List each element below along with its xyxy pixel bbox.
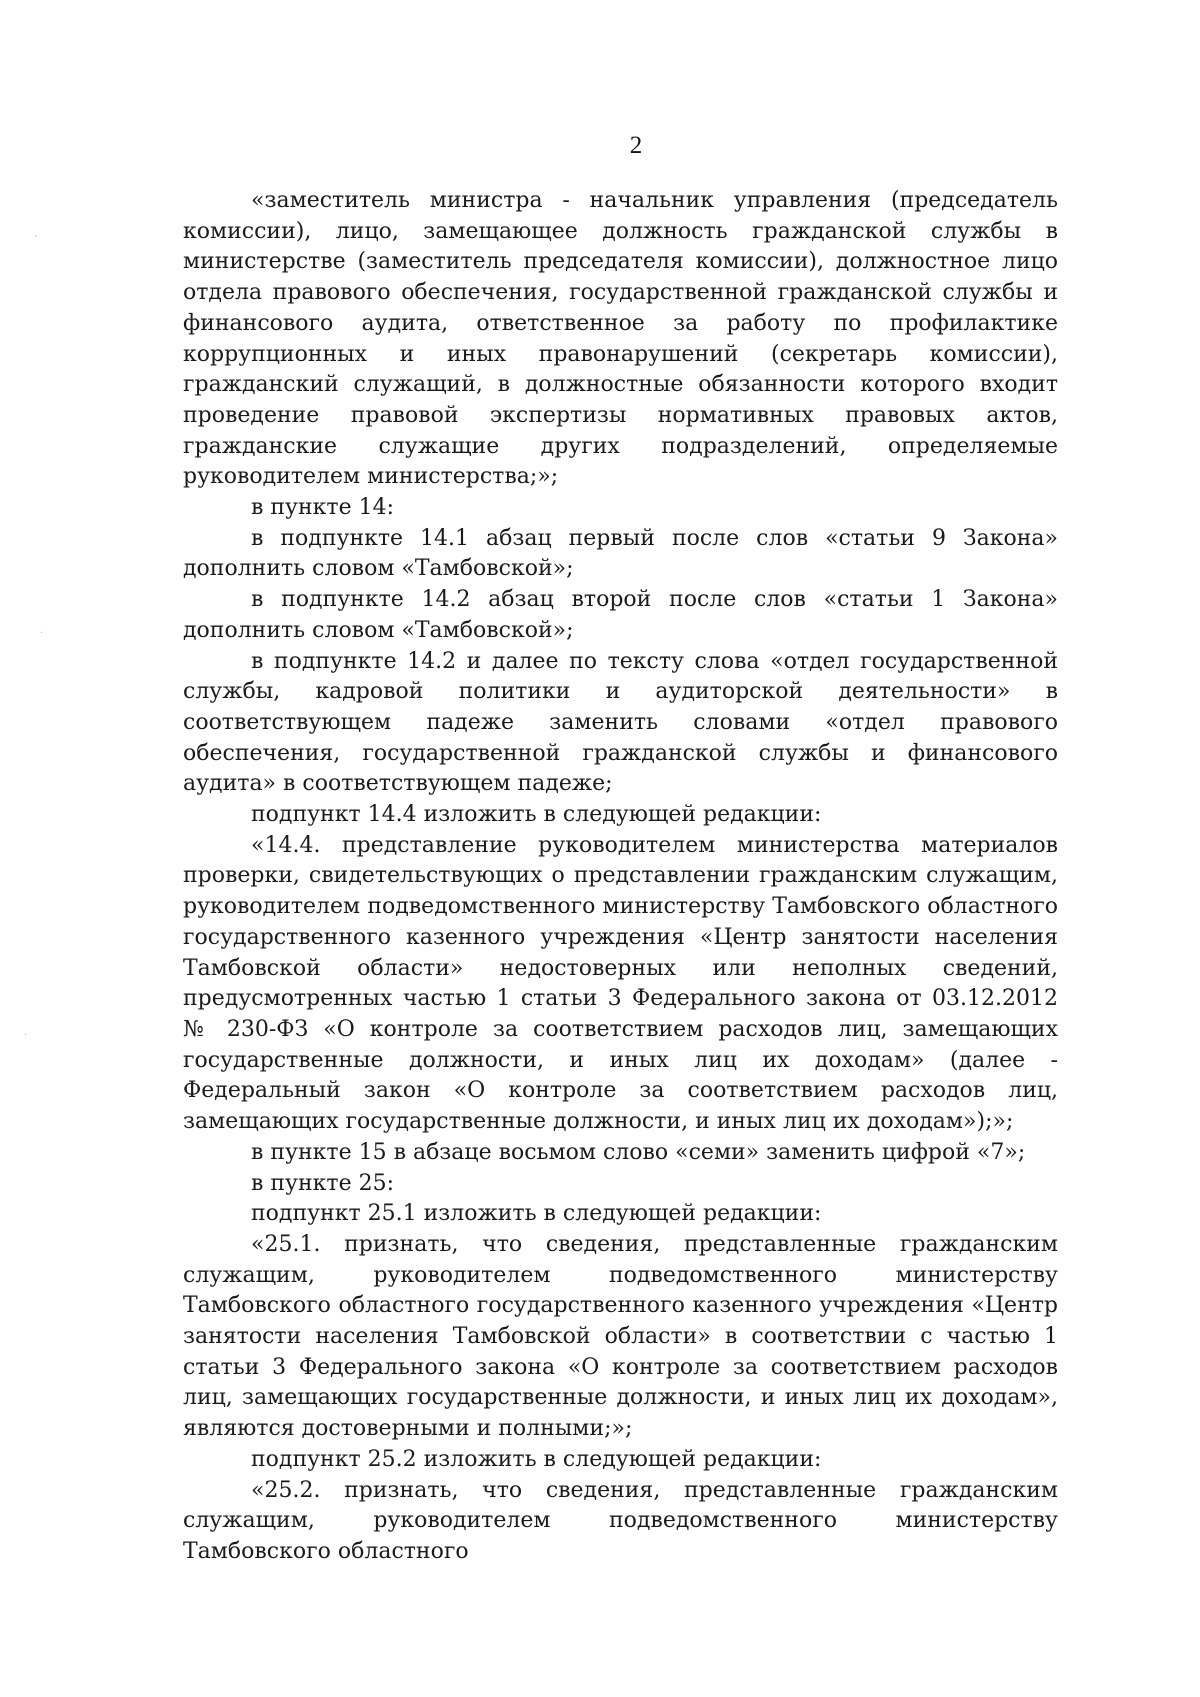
document-body — [183, 186, 1058, 1568]
paragraph-item-25: в пункте 25: — [251, 1170, 394, 1196]
paragraph-commission-composition: «заместитель министра - начальник управления (председатель комиссии), лицо, замещающее должность гражданской службы в министерстве (заместитель председателя комиссии), должностное лицо отдела правового обеспечения, государственной гражданской службы и финансового аудита, ответственное за работу по профилактике коррупционных и иных правонарушений (секретарь комиссии), гражданский служащий, в должностные обязанности которого входит проведение правовой экспертизы нормативных правовых актов, гражданские служащие других подразделений, определяемые руководителем министерства;»; — [183, 188, 1058, 490]
scan-speck: · — [24, 1030, 28, 1041]
scan-speck: · — [40, 628, 44, 639]
paragraph-item-15: в пункте 15 в абзаце восьмом слово «семи» заменить цифрой «7»; — [251, 1139, 1026, 1165]
paragraph-subitem-25-1-intro: подпункт 25.1 изложить в следующей редакции: — [251, 1201, 822, 1227]
paragraph-subitem-14-2-replace: в подпункте 14.2 и далее по тексту слова «отдел государственной службы, кадровой политики и аудиторской деятельности» в соответствующем падеже заменить словами «отдел правового обеспечения, государственной гражданской службы и финансового аудита» в соответствующем падеже; — [183, 648, 1058, 797]
paragraph-subitem-25-2-intro: подпункт 25.2 изложить в следующей редакции: — [251, 1446, 822, 1472]
paragraph-subitem-25-2-text: «25.2. признать, что сведения, представленные гражданским служащим, руководителем подведомственного министерству Тамбовского областного — [183, 1477, 1058, 1564]
paragraph-subitem-14-4-intro: подпункт 14.4 изложить в следующей редакции: — [251, 802, 822, 828]
paragraph-subitem-14-4-text: «14.4. представление руководителем министерства материалов проверки, свидетельствующих о представлении гражданским служащим, руководителем подведомственного министерству Тамбовского областного государственного казенного учреждения «Центр занятости населения Тамбовской области» недостоверных или неполных сведений, предусмотренных частью 1 статьи 3 Федерального закона от 03.12.2012 № 230-ФЗ «О контроле за соответствием расходов лиц, замещающих государственные должности, и иных лиц их доходам» (далее - Федеральный закон «О контроле за соответствием расходов лиц, замещающих государственные должности, и иных лиц их доходам»);»; — [183, 832, 1058, 1135]
paragraph-subitem-25-1-text: «25.1. признать, что сведения, представленные гражданским служащим, руководителем подведомственного министерству Тамбовского областного государственного казенного учреждения «Центр занятости населения Тамбовской области» в соответствии с частью 1 статьи 3 Федерального закона «О контроле за соответствием расходов лиц, замещающих государственные должности, и иных лиц их доходам», являются достоверными и полными;»; — [183, 1231, 1058, 1442]
paragraph-item-14: в пункте 14: — [251, 495, 394, 521]
page-number: 2 — [629, 132, 643, 159]
paragraph-subitem-14-1: в подпункте 14.1 абзац первый после слов «статьи 9 Закона» дополнить словом «Тамбовской»; — [183, 525, 1058, 582]
paragraph-subitem-14-2: в подпункте 14.2 абзац второй после слов «статьи 1 Закона» дополнить словом «Тамбовской»; — [183, 587, 1058, 643]
scan-speck: · — [34, 232, 38, 243]
